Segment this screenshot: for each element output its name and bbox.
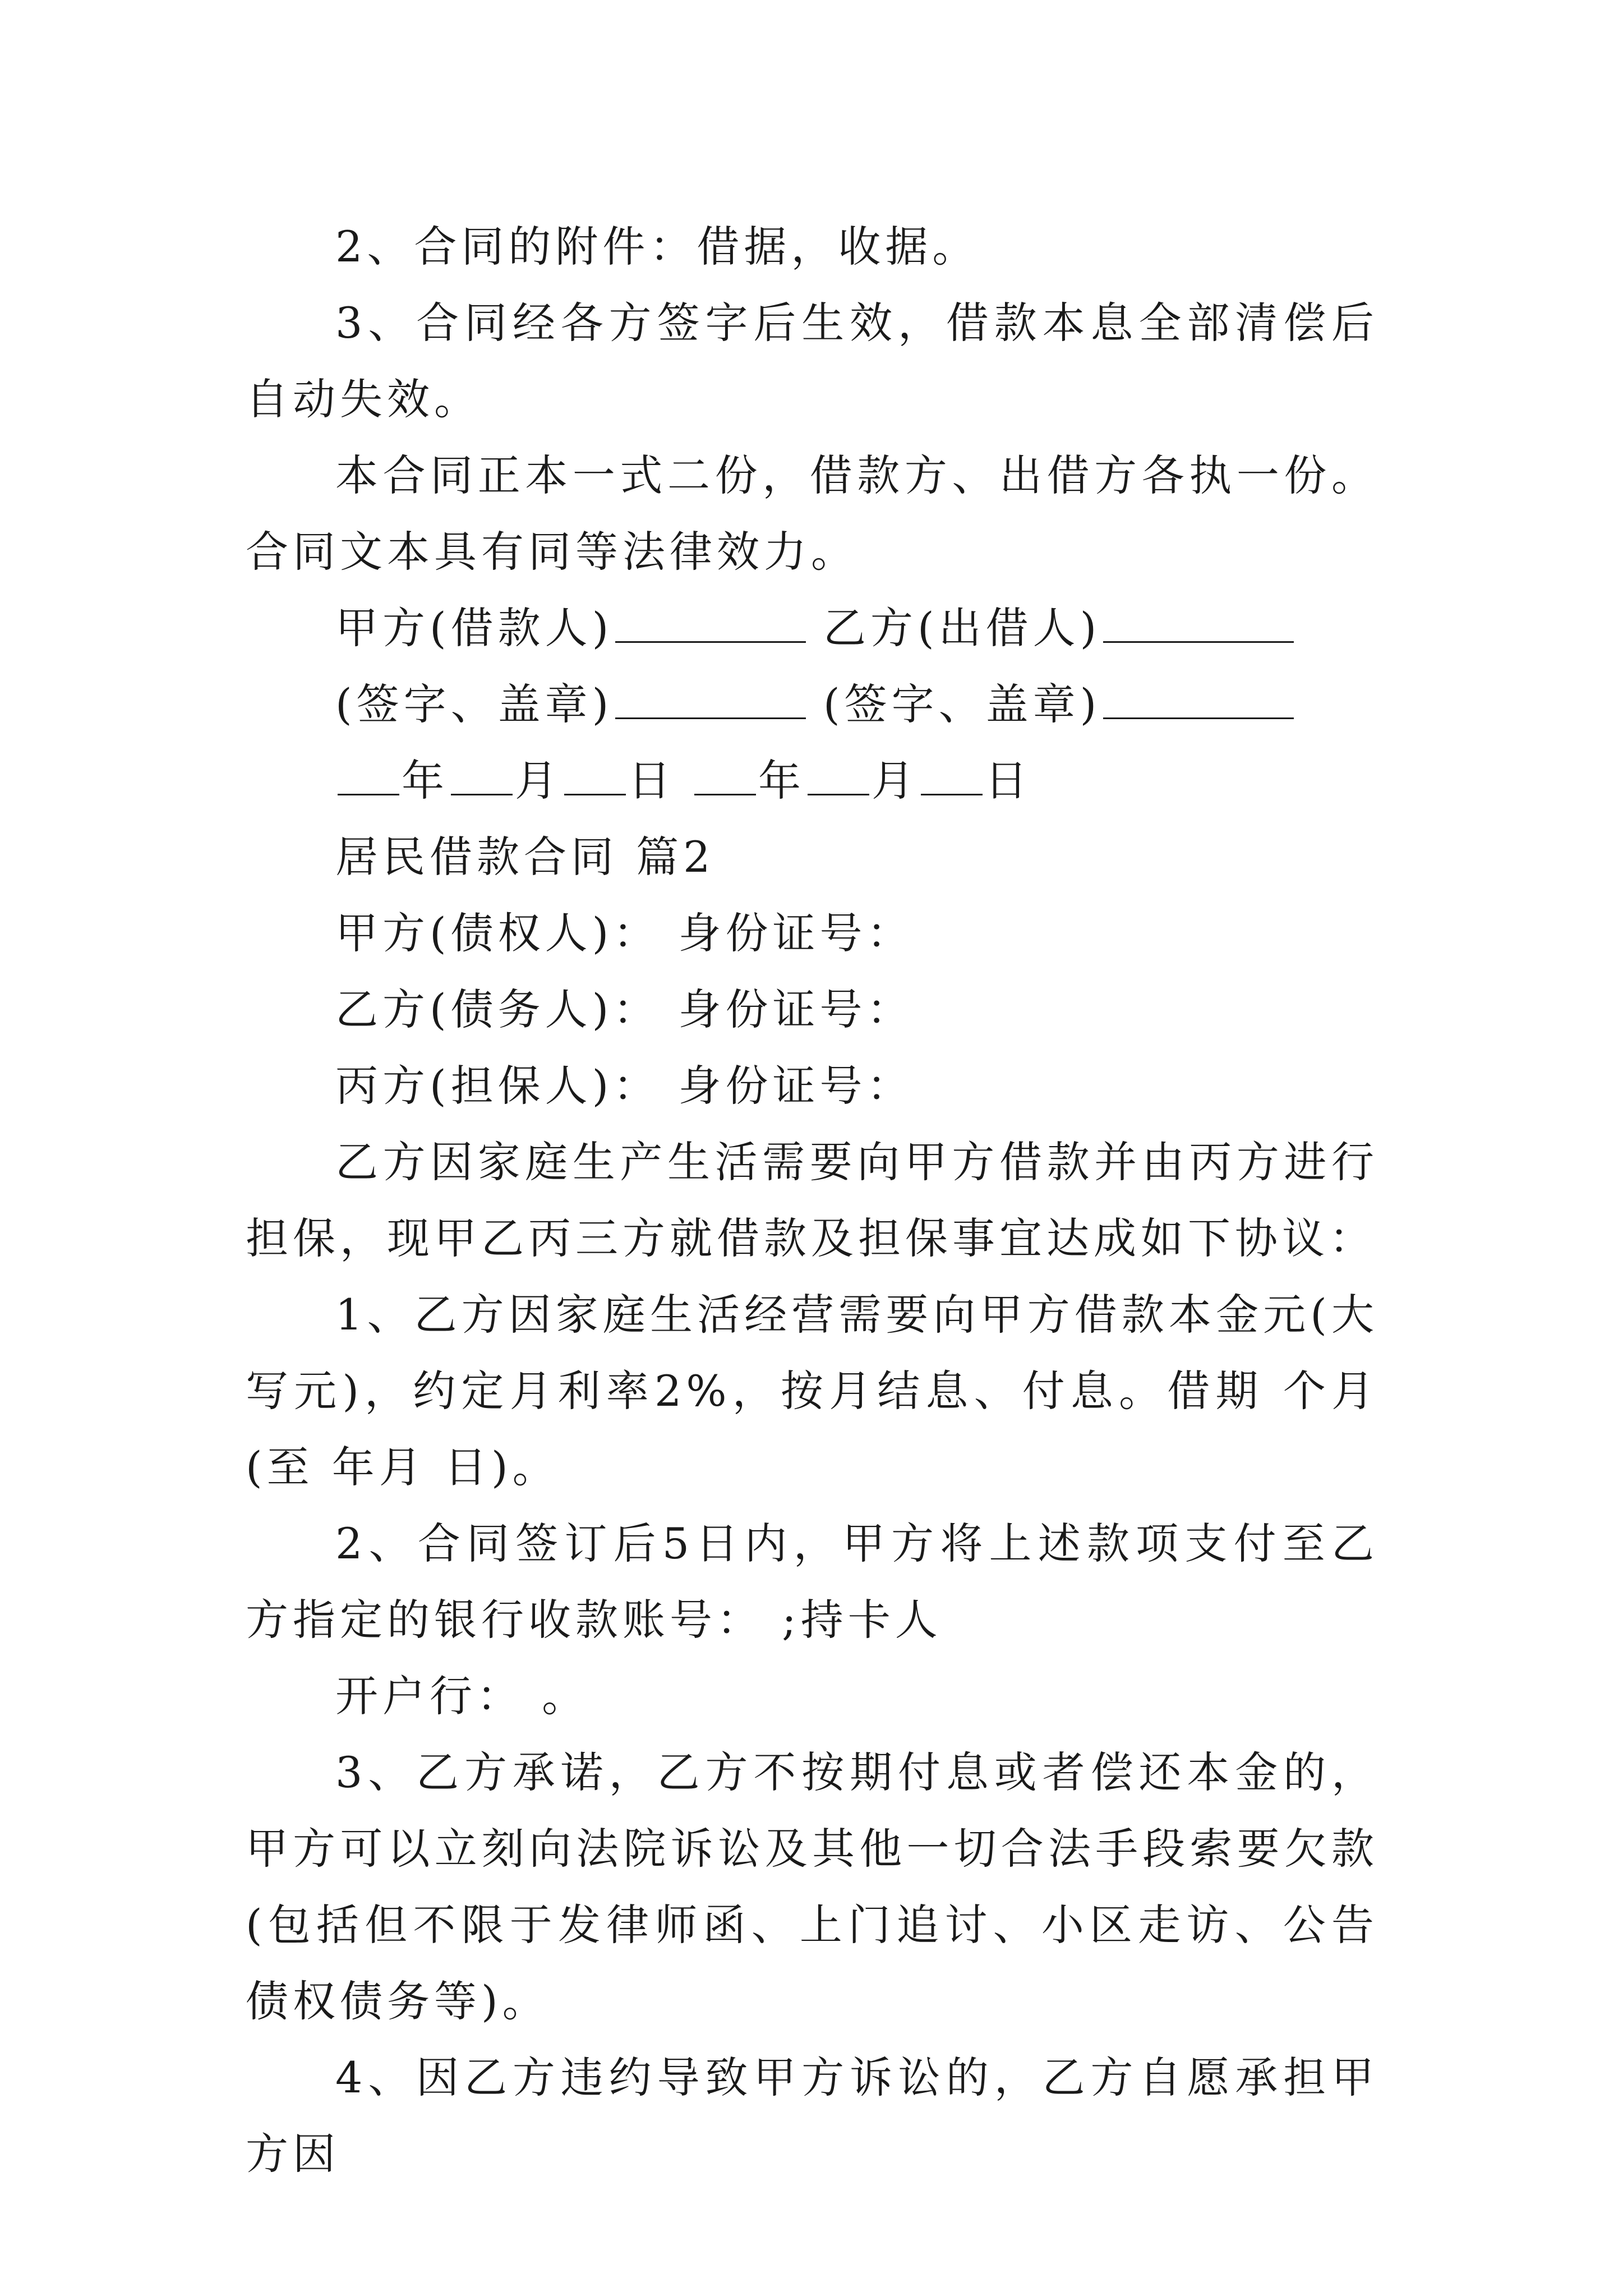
copies-clause: 本合同正本一式二份，借款方、出借方各执一份。合同文本具有同等法律效力。 bbox=[246, 450, 1378, 577]
party-b-signature-line bbox=[1103, 641, 1294, 643]
party-a-label: 甲方(借款人) bbox=[335, 603, 614, 653]
party-a-signature-line bbox=[615, 641, 806, 643]
party-a-date: 年 月 日 bbox=[335, 743, 675, 819]
party-b-seal-line bbox=[1103, 717, 1294, 719]
party-b-date: 年 月 日 bbox=[692, 743, 1032, 819]
litigation-clause: 4、因乙方违约导致甲方诉讼的，乙方自愿承担甲方因 bbox=[246, 2053, 1378, 2179]
payment-clause: 2、合同签订后5日内，甲方将上述款项支付至乙方指定的银行收款账号： ;持卡人 bbox=[246, 1519, 1378, 1645]
party-a-seal-line bbox=[615, 717, 806, 719]
signature-seal-row bbox=[246, 666, 1378, 743]
document-body bbox=[246, 209, 1378, 2192]
party-b-label: 乙方(出借人) bbox=[823, 603, 1101, 653]
party-b-debtor: 乙方(债务人)： 身份证号： bbox=[335, 984, 914, 1034]
party-b-seal-label: (签字、盖章) bbox=[823, 679, 1101, 729]
attachment-clause: 2、合同的附件：借据，收据。 bbox=[335, 222, 980, 272]
effectiveness-clause: 3、合同经各方签字后生效，借款本息全部清偿后自动失效。 bbox=[246, 298, 1378, 424]
bank-clause: 开户行： 。 bbox=[335, 1671, 589, 1721]
signature-party-row bbox=[246, 590, 1378, 666]
signature-date-row bbox=[246, 743, 1378, 819]
party-a-creditor: 甲方(债权人)： 身份证号： bbox=[335, 908, 914, 958]
party-c-guarantor: 丙方(担保人)： 身份证号： bbox=[335, 1061, 914, 1111]
loan-amount-clause: 1、乙方因家庭生活经营需要向甲方借款本金元(大写元)，约定月利率2%，按月结息、付息。借期 个月(至 年月 日)。 bbox=[246, 1290, 1378, 1492]
party-a-seal-label: (签字、盖章) bbox=[335, 679, 614, 729]
preamble-clause: 乙方因家庭生产生活需要向甲方借款并由丙方进行担保，现甲乙丙三方就借款及担保事宜达成如下协议： bbox=[246, 1137, 1378, 1263]
default-clause: 3、乙方承诺，乙方不按期付息或者偿还本金的，甲方可以立刻向法院诉讼及其他一切合法手段索要欠款(包括但不限于发律师函、上门追讨、小区走访、公告债权债务等)。 bbox=[246, 1747, 1378, 2026]
section-title: 居民借款合同 篇2 bbox=[335, 832, 715, 882]
